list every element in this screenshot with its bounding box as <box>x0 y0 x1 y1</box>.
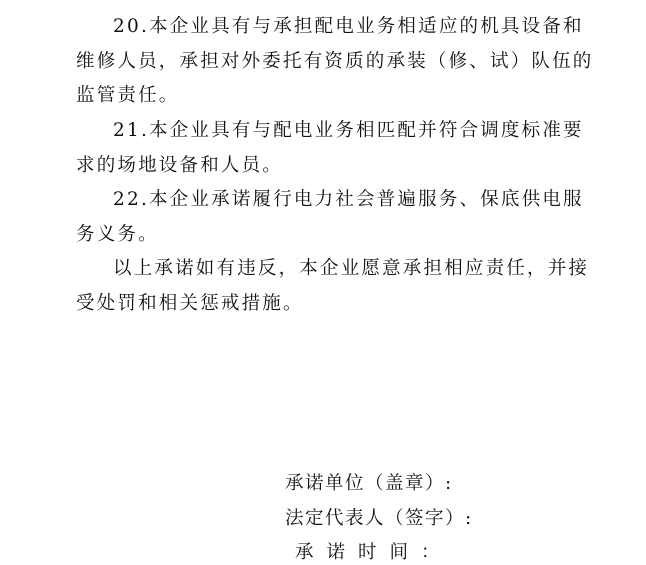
clause-text: 本企业具有与承担配电业务相适应的机具设备和维修人员，承担对外委托有资质的承装（修、试）队伍的监管责任。 <box>76 16 594 106</box>
clause-21 <box>76 114 596 183</box>
signature-unit-label: 承诺单位（盖章）: <box>285 473 453 494</box>
clause-20 <box>76 10 596 114</box>
closing-statement: 以上承诺如有违反，本企业愿意承担相应责任，并接受处罚和相关惩戒措施。 <box>76 258 590 314</box>
signature-date-label: 承诺时间： <box>295 542 453 563</box>
clause-number: 21. <box>113 120 150 141</box>
clause-text: 本企业具有与配电业务相匹配并符合调度标准要求的场地设备和人员。 <box>76 120 584 176</box>
clause-number: 22. <box>113 189 150 210</box>
signature-representative-label: 法定代表人（签字）: <box>285 508 473 529</box>
clause-22 <box>76 183 596 252</box>
clause-text: 本企业承诺履行电力社会普遍服务、保底供电服务义务。 <box>76 189 584 245</box>
clause-number: 20. <box>113 16 150 37</box>
